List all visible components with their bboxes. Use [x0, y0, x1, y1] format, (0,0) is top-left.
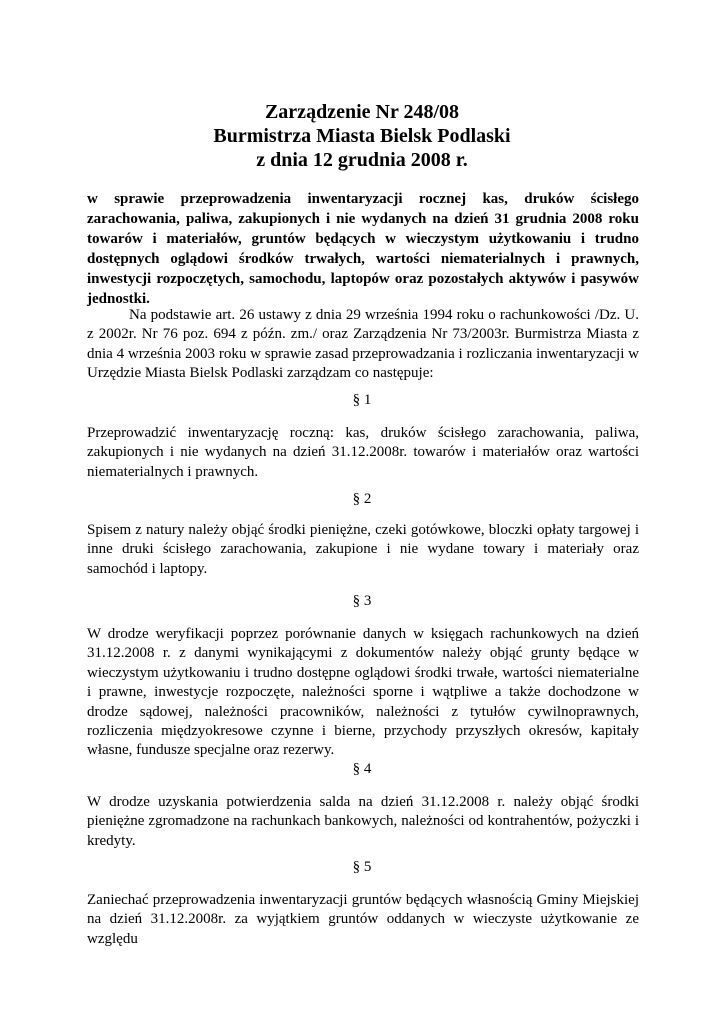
- section-sign-2: § 2: [352, 491, 372, 507]
- section-sign-1: § 1: [352, 392, 372, 408]
- section-text-2: Spisem z natury należy objąć środki pieniężne, czeki gotówkowe, bloczki opłaty targowej i inne druki ścisłego zarachowania, zakupione i nie wydane towary i materiały oraz samochód i laptopy.: [87, 522, 639, 577]
- intro-paragraph: Na podstawie art. 26 ustawy z dnia 29 września 1994 roku o rachunkowości /Dz. U. z 2002r. Nr 76 poz. 694 z późn. zm./ oraz Zarządzenia Nr 73/2003r. Burmistrza Miasta z dnia 4 września 2003 roku w sprawie zasad przeprowadzania i rozliczania inwentaryzacji w Urzędzie Miasta Bielsk Podlaski zarządzam co następuje:: [87, 307, 639, 382]
- section-text-1: Przeprowadzić inwentaryzację roczną: kas, druków ścisłego zarachowania, paliwa, zakupionych i nie wydanych na dzień 31.12.2008r. towarów i materiałów oraz wartości niematerialnych i prawnych.: [87, 425, 639, 480]
- section-sign-3: § 3: [352, 593, 372, 609]
- document-subject: w sprawie przeprowadzenia inwentaryzacji rocznej kas, druków ścisłego zarachowania, paliwa, zakupionych i nie wydanych na dzień 31 grudnia 2008 roku towarów i materiałów, gruntów będących w wieczystym użytkowaniu i trudno dostępnych oglądowi środków trwałych, wartości niematerialnych i prawnych, inwestycji rozpoczętych, samochodu, laptopów oraz pozostałych aktywów i pasywów jednostki.: [87, 191, 639, 307]
- document-title: [0, 100, 724, 172]
- section-text-3: W drodze weryfikacji poprzez porównanie danych w księgach rachunkowych na dzień 31.12.2008 r. z danymi wynikającymi z dokumentów należy objąć grunty będące w wieczystym użytkowaniu i trudno dostępne oglądowi środki trwałe, wartości niematerialne i prawne, inwestycje rozpoczęte, należności sporne i wątpliwe a także dochodzone w drodze sądowej, należności pracowników, należności z tytułów cywilnoprawnych, rozliczenia międzyokresowe czynne i bierne, przychody przyszłych okresów, kapitały własne, fundusze specjalne oraz rezerwy.: [87, 626, 639, 759]
- section-text-5: Zaniechać przeprowadzenia inwentaryzacji gruntów będących własnością Gminy Miejskiej na dzień 31.12.2008r. za wyjątkiem gruntów oddanych w wieczyste użytkowanie ze względu: [87, 892, 639, 947]
- section-sign-4: § 4: [352, 761, 372, 777]
- section-text-4: W drodze uzyskania potwierdzenia salda na dzień 31.12.2008 r. należy objąć środki pieniężne zgromadzone na rachunkach bankowych, należności od kontrahentów, pożyczki i kredyty.: [87, 794, 639, 849]
- title-line-date: z dnia 12 grudnia 2008 r.: [256, 149, 468, 171]
- title-line-ordinance-number: Zarządzenie Nr 248/08: [264, 101, 460, 123]
- section-sign-5: § 5: [352, 859, 372, 875]
- title-line-issuer: Burmistrza Miasta Bielsk Podlaski: [213, 125, 511, 147]
